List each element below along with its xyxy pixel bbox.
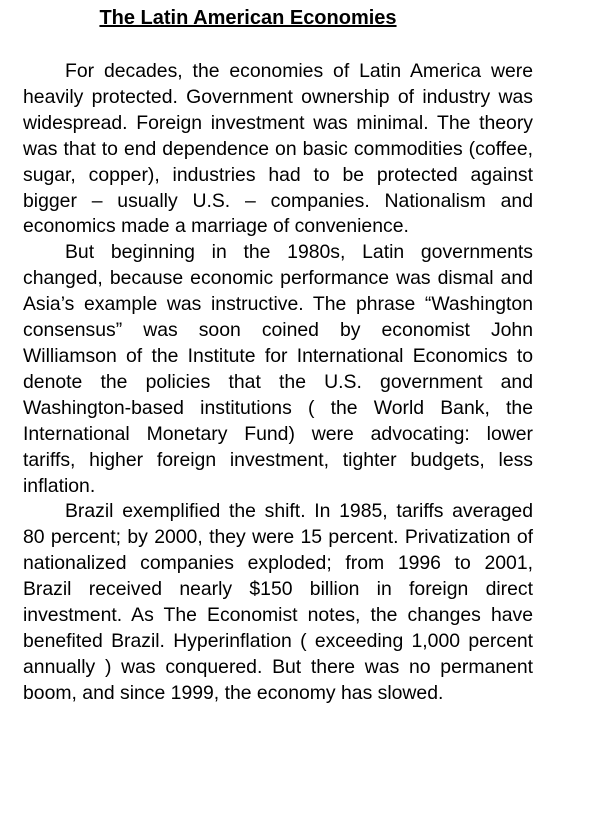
paragraph-protectionism: For decades, the economies of Latin America were heavily protected. Government ownership of industry was widespread. Foreign investment was minimal. The theory was that to end dependence on basic commodities (coffee, sugar, copper), industries had to be protected against bigger – usually U.S. – companies. Nationalism and economics made a marriage of convenience. (23, 60, 533, 238)
paragraph-washington-consensus: But beginning in the 1980s, Latin governments changed, because economic performance was dismal and Asia’s example was instructive. The phrase “Washington consensus” was soon coined by economist John Williamson of the Institute for International Economics to denote the policies that the U.S. government and Washington-based institutions ( the World Bank, the International Monetary Fund) were advocating: lower tariffs, higher foreign investment, tighter budgets, less inflation. (23, 241, 533, 497)
paragraph-brazil: Brazil exemplified the shift. In 1985, tariffs averaged 80 percent; by 2000, they were 15 percent. Privatization of nationalized companies exploded; from 1996 to 2001, Brazil received nearly $150 billion in foreign direct investment. As The Economist notes, the changes have benefited Brazil. Hyperinflation ( exceeding 1,000 percent annually ) was conquered. But there was no permanent boom, and since 1999, the economy has slowed. (23, 500, 533, 704)
document-page (23, 6, 533, 707)
document-title: The Latin American Economies (99, 7, 397, 29)
